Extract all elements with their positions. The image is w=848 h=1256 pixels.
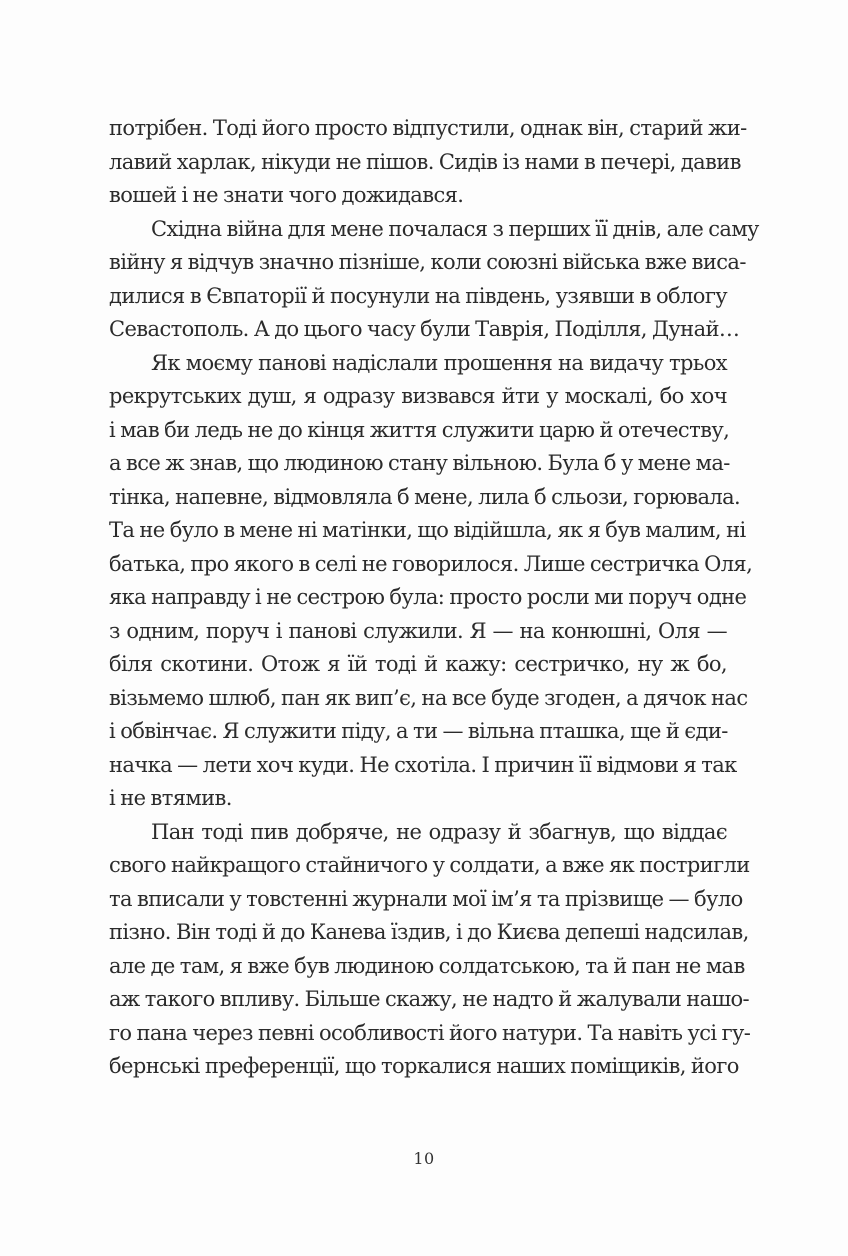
body-text bbox=[109, 112, 759, 1084]
text-line: з одним, поруч і панові служили. Я — на конюшні, Оля — bbox=[109, 618, 727, 643]
text-line: аж такого впливу. Більше скажу, не надто й жалували нашо- bbox=[109, 987, 750, 1011]
text-line: війну я відчув значно пізніше, коли союзні війська вже висa- bbox=[109, 250, 746, 274]
text-line: рекрутських душ, я одразу визвався йти у москалі, бо хоч bbox=[109, 384, 727, 408]
text-line: візьмемо шлюб, пан як вип’є, на все буде згоден, а дячок нас bbox=[109, 685, 748, 710]
text-line: Севастополь. А до цього часу були Таврія, Поділля, Дунай… bbox=[109, 317, 740, 341]
text-line: го пана через певні особливості його натури. Та навіть усі гу- bbox=[109, 1020, 751, 1045]
text-line: начка — лети хоч куди. Не схотіла. І причин її відмови я так bbox=[109, 752, 737, 777]
text-line: і не втямив. bbox=[109, 786, 232, 810]
text-line: бернські преференції, що торкалися наших поміщиків, його bbox=[109, 1054, 739, 1078]
text-line: а все ж знав, що людиною стану вільною. Була б у мене ма- bbox=[109, 451, 730, 475]
text-line: біля скотини. Отож я їй тоді й кажу: сестричко, ну ж бо, bbox=[109, 652, 727, 676]
text-line: і мав би ледь не до кінця життя служити царю й отечеству, bbox=[109, 417, 730, 442]
text-line: батька, про якого в селі не говорилося. Лише сестричка Оля, bbox=[109, 551, 753, 576]
text-line: лавий харлак, нікуди не пішов. Сидів із нами в печері, давив bbox=[109, 149, 741, 174]
paragraph-first-line: Східна війна для мене почалася з перших її днів, але саму bbox=[151, 216, 759, 241]
text-line: яка направду і не сестрою була: просто росли ми поруч одне bbox=[109, 585, 747, 609]
text-line: але де там, я вже був людиною солдатською, та й пан не мав bbox=[109, 953, 745, 978]
text-line: тінка, напевне, відмовляла б мене, лила б сльози, горювала. bbox=[109, 484, 741, 509]
text-line: вошей і не знати чого дожидався. bbox=[109, 183, 464, 207]
text-line: Та не було в мене ні матінки, що відійшла, як я був малим, ні bbox=[109, 518, 746, 542]
page-number: 10 bbox=[413, 1149, 435, 1168]
text-line: і обвінчає. Я служити піду, а ти — вільна пташка, ще й єди- bbox=[109, 719, 728, 743]
text-line: дилися в Євпаторії й посунули на південь, узявши в облогу bbox=[109, 283, 727, 308]
paragraph-first-line: Пан тоді пив добряче, не одразу й збагнув, що віддає bbox=[151, 819, 727, 844]
text-line: свого найкращого стайничого у солдати, а вже як постригли bbox=[109, 853, 750, 877]
paragraph-first-line: Як моєму панові надіслали прошення на видачу трьох bbox=[151, 350, 727, 375]
text-line: пізно. Він тоді й до Канева їздив, і до Києва депеші надсилав, bbox=[109, 920, 749, 944]
text-line: та вписали у товстенні журнали мої ім’я та прізвище — було bbox=[109, 886, 743, 911]
text-line: потрібен. Тоді його просто відпустили, однак він, старий жи- bbox=[109, 116, 747, 140]
